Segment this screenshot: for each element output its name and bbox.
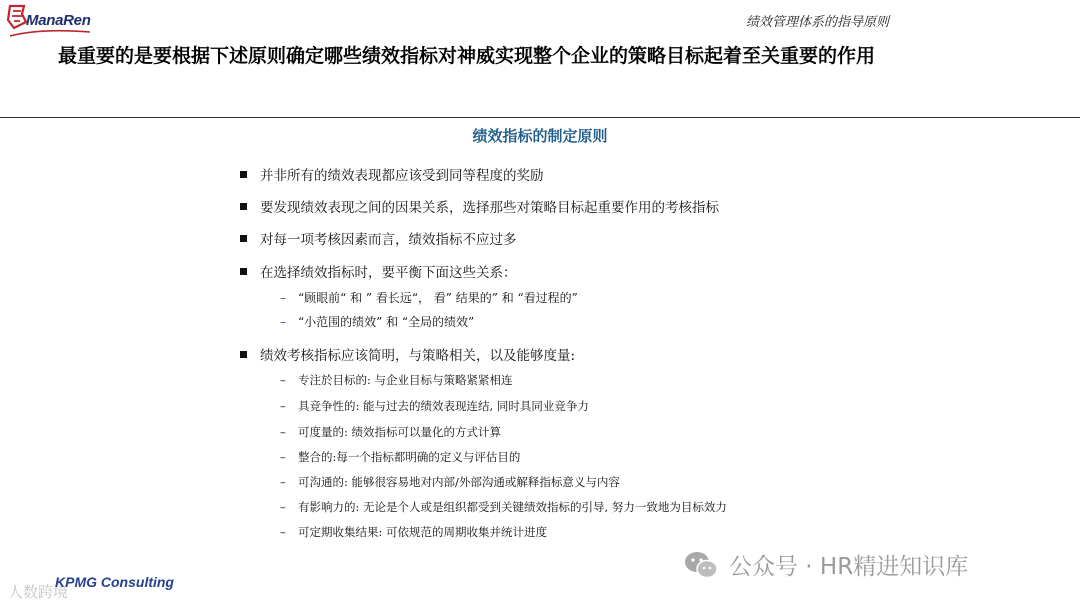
wechat-label: 公众号 · HR精进知识库 [729,554,969,580]
logo-brand-text: ManaRen [26,12,91,29]
list-item [240,164,544,184]
list-item [240,228,517,248]
list-item [240,196,719,216]
square-bullet-icon [240,268,247,275]
sub-list-item-text: “顾眼前“ 和 ” 看长远“， 看” 结果的” 和 “看过程的” [298,291,578,305]
square-bullet-icon [240,171,247,178]
wechat-icon [683,550,719,580]
sub-list-item-text: 有影响力的: 无论是个人或是组织都受到关键绩效指标的引导, 努力一致地为目标效力 [298,500,727,514]
sub-list-item-text: 可度量的: 绩效指标可以量化的方式计算 [298,425,502,439]
sub-list-item-text: 可定期收集结果: 可依规范的周期收集并统计进度 [298,525,548,539]
section-title: 绩效指标的制定原则 [472,127,608,145]
sub-list-item [280,524,547,540]
dash-bullet-icon: – [280,425,286,439]
sub-list-item-text: 专注於目标的: 与企业目标与策略紧紧相连 [298,373,513,387]
manaren-logo [2,2,97,38]
list-item-text: 对每一项考核因素而言，绩效指标不应过多 [260,232,517,248]
list-item-text: 在选择绩效指标时，要平衡下面这些关系： [260,265,517,281]
header-divider [0,117,1080,118]
sub-list-item [280,474,620,490]
header-section-title: 绩效管理体系的指导原则 [746,15,890,30]
dash-bullet-icon: – [280,500,286,514]
sub-list-item-text: 整合的:每一个指标都明确的定义与评估目的 [298,450,521,464]
square-bullet-icon [240,203,247,210]
sub-list-item [280,499,727,515]
sub-list-item-text: “小范围的绩效” 和 “全局的绩效” [298,315,475,329]
sub-list-item [280,289,578,306]
sub-list-item [280,398,589,414]
sub-list-item-text: 具竞争性的: 能与过去的绩效表现连结, 同时具同业竞争力 [298,399,589,413]
list-item [240,344,575,364]
square-bullet-icon [240,235,247,242]
dash-bullet-icon: – [280,373,286,387]
logo-swoosh [10,28,90,38]
list-item-text: 绩效考核指标应该简明，与策略相关，以及能够度量: [260,348,576,364]
list-item-text: 并非所有的绩效表现都应该受到同等程度的奖励 [260,168,544,184]
sub-list-item [280,424,501,440]
dash-bullet-icon: – [280,475,286,489]
sub-list-item-text: 可沟通的: 能够很容易地对内部/外部沟通或解释指标意义与内容 [298,475,620,489]
sub-list-item [280,372,513,388]
dash-bullet-icon: – [280,525,286,539]
dash-bullet-icon: – [280,450,286,464]
kpmg-consulting-logo: KPMG Consulting [55,574,174,590]
list-item [240,261,517,281]
dash-bullet-icon: – [280,291,286,305]
footer-watermark: 人数跨境 [8,583,69,601]
list-item-text: 要发现绩效表现之间的因果关系，选择那些对策略目标起重要作用的考核指标 [260,200,719,216]
dash-bullet-icon: – [280,315,286,329]
wechat-watermark [683,548,968,581]
dash-bullet-icon: – [280,399,286,413]
sub-list-item [280,449,520,465]
square-bullet-icon [240,351,247,358]
sub-list-item [280,313,474,330]
page-title: 最重要的是要根据下述原则确定哪些绩效指标对神威实现整个企业的策略目标起着至关重要的作用 [58,45,876,67]
